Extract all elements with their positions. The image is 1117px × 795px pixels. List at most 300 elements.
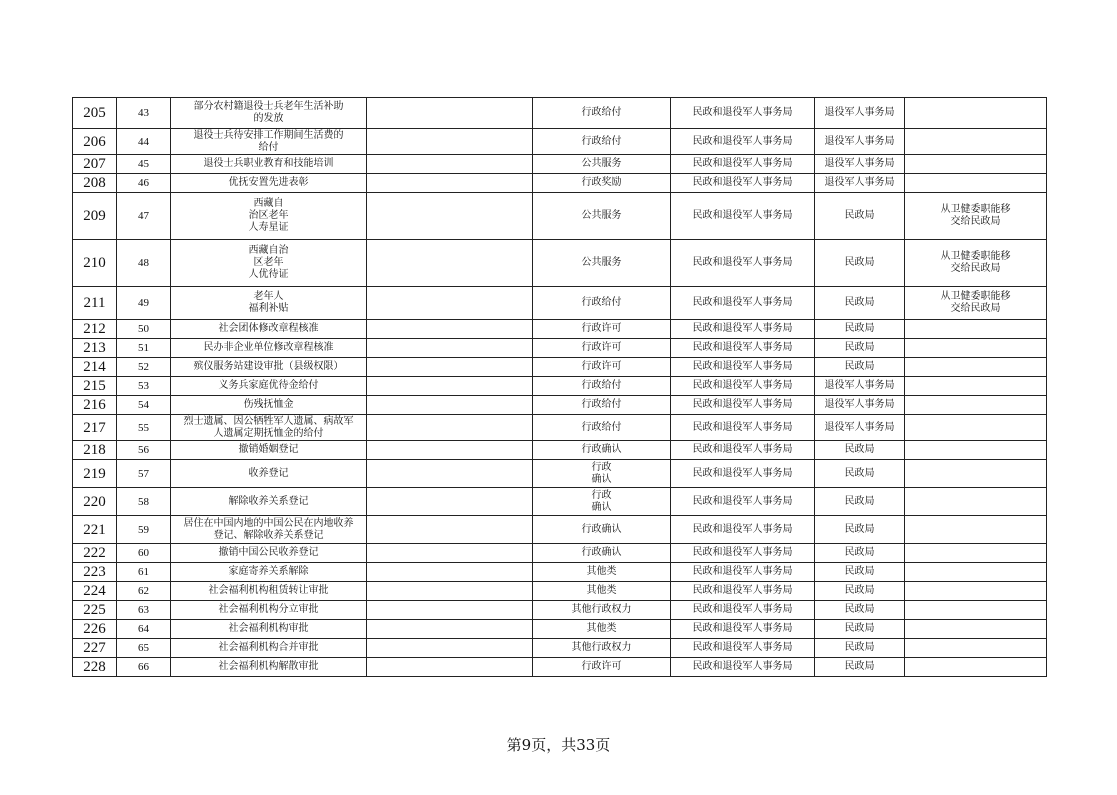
item-name-cell-text: 优抚安置先进表彰 — [228, 177, 309, 188]
row-number-cell-text: 213 — [83, 340, 106, 356]
row-number-cell — [73, 174, 117, 193]
department-cell — [671, 563, 815, 582]
sub-number-cell-text: 56 — [138, 444, 149, 456]
department-cell — [671, 358, 815, 377]
power-type-cell — [533, 320, 671, 339]
row-number-cell-text: 218 — [83, 442, 106, 458]
item-name-cell — [171, 563, 367, 582]
table-row — [73, 377, 1047, 396]
row-number-cell — [73, 658, 117, 677]
sub-department-cell — [815, 155, 905, 174]
power-type-cell — [533, 129, 671, 155]
item-name-cell-text: 解除收养关系登记 — [228, 495, 309, 507]
item-name-cell — [171, 358, 367, 377]
department-cell-text: 民政和退役军人事务局 — [692, 467, 793, 479]
row-number-cell-text: 207 — [83, 156, 106, 172]
sub-number-cell-text: 49 — [138, 297, 149, 309]
sub-department-cell-text: 民政局 — [844, 566, 875, 577]
item-name-cell-text: 家庭寄养关系解除 — [228, 566, 309, 577]
table-row — [73, 658, 1047, 677]
note-cell — [905, 639, 1047, 658]
sub-number-cell — [117, 658, 171, 677]
item-name-cell-text: 义务兵家庭优待金给付 — [218, 380, 319, 391]
item-name-cell-text: 退役士兵职业教育和技能培训 — [203, 158, 334, 169]
row-number-cell — [73, 488, 117, 516]
sub-department-cell-text: 民政局 — [844, 661, 875, 672]
department-cell-text: 民政和退役军人事务局 — [692, 642, 793, 653]
sub-department-cell-text: 民政局 — [844, 297, 875, 308]
department-cell-text: 民政和退役军人事务局 — [692, 177, 793, 188]
table-row — [73, 174, 1047, 193]
sub-number-cell — [117, 396, 171, 415]
sub-department-cell — [815, 98, 905, 129]
sub-department-cell — [815, 415, 905, 441]
sub-number-cell-text: 55 — [138, 421, 149, 434]
sub-number-cell — [117, 544, 171, 563]
department-cell-text: 民政和退役军人事务局 — [692, 107, 793, 118]
sub-department-cell — [815, 601, 905, 620]
sub-number-cell-text: 63 — [138, 604, 149, 616]
row-number-cell-text: 223 — [83, 564, 106, 580]
power-type-cell-text: 行政许可 — [581, 342, 622, 353]
department-cell-text: 民政和退役军人事务局 — [692, 297, 793, 308]
power-type-cell — [533, 98, 671, 129]
note-cell — [905, 658, 1047, 677]
table-row — [73, 98, 1047, 129]
row-number-cell — [73, 193, 117, 240]
item-name-cell — [171, 658, 367, 677]
sub-department-cell — [815, 377, 905, 396]
sub-department-cell-text: 民政局 — [844, 444, 875, 455]
sub-number-cell — [117, 155, 171, 174]
sub-department-cell-text: 民政局 — [844, 495, 875, 507]
item-name-cell-text: 西藏自治 区老年 人优待证 — [248, 245, 289, 280]
item-name-cell — [171, 620, 367, 639]
row-number-cell-text: 210 — [83, 255, 106, 271]
note-cell — [905, 441, 1047, 460]
department-cell — [671, 460, 815, 488]
item-name-cell-text: 殡仪服务站建设审批（县级权限） — [193, 361, 344, 372]
sub-department-cell-text: 民政局 — [844, 604, 875, 615]
department-cell-text: 民政和退役军人事务局 — [692, 604, 793, 615]
power-type-cell-text: 行政许可 — [581, 323, 622, 334]
row-number-cell-text: 225 — [83, 602, 106, 618]
department-cell — [671, 174, 815, 193]
sub-department-cell — [815, 320, 905, 339]
table-row — [73, 544, 1047, 563]
empty-cell — [367, 320, 533, 339]
row-number-cell-text: 212 — [83, 321, 106, 337]
department-cell — [671, 488, 815, 516]
note-cell — [905, 174, 1047, 193]
sub-number-cell-text: 47 — [138, 210, 149, 222]
row-number-cell — [73, 339, 117, 358]
row-number-cell — [73, 620, 117, 639]
item-name-cell — [171, 129, 367, 155]
sub-department-cell-text: 退役军人事务局 — [824, 380, 895, 391]
power-type-cell — [533, 358, 671, 377]
sub-number-cell — [117, 563, 171, 582]
empty-cell — [367, 582, 533, 601]
sub-department-cell — [815, 441, 905, 460]
sub-number-cell — [117, 441, 171, 460]
document-table — [72, 97, 1047, 677]
row-number-cell-text: 227 — [83, 640, 106, 656]
power-type-cell-text: 行政给付 — [581, 421, 622, 433]
empty-cell — [367, 287, 533, 320]
empty-cell — [367, 174, 533, 193]
department-cell — [671, 415, 815, 441]
department-cell-text: 民政和退役军人事务局 — [692, 158, 793, 169]
department-cell-text: 民政和退役军人事务局 — [692, 421, 793, 433]
sub-number-cell-text: 48 — [138, 257, 149, 269]
sub-number-cell — [117, 193, 171, 240]
sub-number-cell-text: 64 — [138, 623, 149, 635]
power-type-cell — [533, 620, 671, 639]
sub-number-cell — [117, 129, 171, 155]
row-number-cell-text: 219 — [83, 465, 106, 482]
department-cell-text: 民政和退役军人事务局 — [692, 623, 793, 634]
row-number-cell — [73, 240, 117, 287]
sub-department-cell — [815, 658, 905, 677]
item-name-cell — [171, 441, 367, 460]
item-name-cell — [171, 582, 367, 601]
empty-cell — [367, 639, 533, 658]
item-name-cell-text: 社会福利机构解散审批 — [218, 661, 319, 672]
sub-number-cell — [117, 240, 171, 287]
note-cell — [905, 516, 1047, 544]
empty-cell — [367, 658, 533, 677]
power-type-cell — [533, 441, 671, 460]
note-cell — [905, 488, 1047, 516]
sub-number-cell-text: 43 — [138, 107, 149, 119]
row-number-cell-text: 217 — [83, 419, 106, 436]
power-type-cell — [533, 339, 671, 358]
sub-number-cell-text: 59 — [138, 523, 149, 536]
sub-number-cell — [117, 415, 171, 441]
power-type-cell — [533, 174, 671, 193]
sub-number-cell — [117, 287, 171, 320]
row-number-cell — [73, 544, 117, 563]
sub-number-cell — [117, 174, 171, 193]
sub-department-cell — [815, 193, 905, 240]
row-number-cell-text: 209 — [83, 208, 106, 224]
sub-department-cell — [815, 582, 905, 601]
empty-cell — [367, 358, 533, 377]
table-row — [73, 582, 1047, 601]
sub-number-cell-text: 50 — [138, 323, 149, 335]
sub-department-cell — [815, 240, 905, 287]
sub-number-cell — [117, 620, 171, 639]
item-name-cell-text: 伤残抚恤金 — [243, 399, 294, 410]
power-type-cell — [533, 193, 671, 240]
row-number-cell — [73, 98, 117, 129]
row-number-cell — [73, 582, 117, 601]
power-type-cell-text: 公共服务 — [581, 158, 622, 169]
table-row — [73, 339, 1047, 358]
sub-number-cell — [117, 339, 171, 358]
note-cell-text: 从卫健委职能移 交给民政局 — [940, 251, 1011, 274]
row-number-cell-text: 228 — [83, 659, 106, 675]
department-cell-text: 民政和退役军人事务局 — [692, 661, 793, 672]
empty-cell — [367, 155, 533, 174]
sub-department-cell — [815, 396, 905, 415]
empty-cell — [367, 377, 533, 396]
table-row — [73, 155, 1047, 174]
table-row — [73, 516, 1047, 544]
department-cell-text: 民政和退役军人事务局 — [692, 257, 793, 268]
item-name-cell — [171, 396, 367, 415]
table-row — [73, 601, 1047, 620]
sub-department-cell-text: 退役军人事务局 — [824, 135, 895, 147]
sub-department-cell — [815, 563, 905, 582]
row-number-cell-text: 215 — [83, 378, 106, 394]
empty-cell — [367, 193, 533, 240]
power-type-cell-text: 行政给付 — [581, 399, 622, 410]
note-cell — [905, 396, 1047, 415]
sub-number-cell — [117, 601, 171, 620]
sub-department-cell-text: 民政局 — [844, 210, 875, 221]
table-row — [73, 488, 1047, 516]
empty-cell — [367, 516, 533, 544]
sub-number-cell — [117, 639, 171, 658]
table-row — [73, 563, 1047, 582]
item-name-cell — [171, 377, 367, 396]
empty-cell — [367, 396, 533, 415]
department-cell — [671, 441, 815, 460]
sub-number-cell — [117, 358, 171, 377]
row-number-cell — [73, 358, 117, 377]
item-name-cell-text: 社会福利机构审批 — [228, 623, 309, 634]
power-type-cell — [533, 377, 671, 396]
power-type-cell-text: 行政 确认 — [591, 489, 612, 513]
row-number-cell — [73, 377, 117, 396]
item-name-cell — [171, 320, 367, 339]
department-cell — [671, 240, 815, 287]
power-type-cell-text: 其他类 — [586, 566, 617, 577]
note-cell — [905, 129, 1047, 155]
power-type-cell-text: 行政给付 — [581, 107, 622, 118]
sub-department-cell-text: 民政局 — [844, 523, 875, 535]
item-name-cell-text: 烈士遗属、因公牺牲军人遗属、病故军 人遗属定期抚恤金的给付 — [183, 415, 354, 439]
power-type-cell-text: 行政给付 — [581, 380, 622, 391]
department-cell-text: 民政和退役军人事务局 — [692, 323, 793, 334]
sub-department-cell-text: 退役军人事务局 — [824, 399, 895, 410]
item-name-cell — [171, 240, 367, 287]
power-type-cell-text: 行政给付 — [581, 297, 622, 308]
item-name-cell-text: 社会福利机构分立审批 — [218, 604, 319, 615]
item-name-cell-text: 部分农村籍退役士兵老年生活补助 的发放 — [193, 101, 344, 124]
item-name-cell — [171, 639, 367, 658]
power-type-cell — [533, 516, 671, 544]
power-type-cell — [533, 240, 671, 287]
sub-number-cell-text: 44 — [138, 135, 149, 148]
row-number-cell-text: 206 — [83, 133, 106, 150]
power-type-cell-text: 行政确认 — [581, 444, 622, 455]
power-type-cell-text: 行政奖励 — [581, 177, 622, 188]
power-type-cell-text: 行政确认 — [581, 547, 622, 558]
note-cell — [905, 339, 1047, 358]
sub-department-cell-text: 退役军人事务局 — [824, 107, 895, 118]
sub-number-cell-text: 57 — [138, 467, 149, 480]
department-cell — [671, 193, 815, 240]
row-number-cell — [73, 129, 117, 155]
power-type-cell-text: 行政给付 — [581, 135, 622, 147]
row-number-cell-text: 220 — [83, 493, 106, 510]
department-cell — [671, 516, 815, 544]
department-cell — [671, 582, 815, 601]
department-cell-text: 民政和退役军人事务局 — [692, 399, 793, 410]
table-body — [73, 98, 1047, 677]
item-name-cell — [171, 488, 367, 516]
table-row — [73, 193, 1047, 240]
sub-number-cell-text: 66 — [138, 661, 149, 673]
table-row — [73, 129, 1047, 155]
sub-department-cell-text: 民政局 — [844, 585, 875, 596]
department-cell — [671, 396, 815, 415]
department-cell — [671, 339, 815, 358]
sub-department-cell-text: 民政局 — [844, 361, 875, 372]
note-cell — [905, 358, 1047, 377]
item-name-cell-text: 退役士兵待安排工作期间生活费的 给付 — [193, 129, 344, 153]
department-cell — [671, 129, 815, 155]
sub-department-cell-text: 民政局 — [844, 623, 875, 634]
sub-department-cell — [815, 358, 905, 377]
note-cell-text: 从卫健委职能移 交给民政局 — [940, 291, 1011, 314]
item-name-cell-text: 撤销婚姻登记 — [238, 444, 299, 455]
sub-number-cell — [117, 516, 171, 544]
power-type-cell — [533, 582, 671, 601]
empty-cell — [367, 460, 533, 488]
row-number-cell-text: 214 — [83, 359, 106, 375]
power-type-cell-text: 行政许可 — [581, 661, 622, 672]
row-number-cell-text: 205 — [83, 105, 106, 121]
item-name-cell — [171, 174, 367, 193]
table-row — [73, 358, 1047, 377]
row-number-cell — [73, 639, 117, 658]
row-number-cell — [73, 287, 117, 320]
department-cell-text: 民政和退役军人事务局 — [692, 523, 793, 535]
empty-cell — [367, 620, 533, 639]
power-type-cell — [533, 415, 671, 441]
item-name-cell-text: 社会团体修改章程核准 — [218, 323, 319, 334]
item-name-cell — [171, 339, 367, 358]
sub-number-cell — [117, 460, 171, 488]
department-cell-text: 民政和退役军人事务局 — [692, 566, 793, 577]
power-type-cell — [533, 155, 671, 174]
note-cell — [905, 415, 1047, 441]
table-row — [73, 441, 1047, 460]
department-cell-text: 民政和退役军人事务局 — [692, 380, 793, 391]
row-number-cell — [73, 601, 117, 620]
row-number-cell — [73, 516, 117, 544]
sub-number-cell — [117, 582, 171, 601]
sub-department-cell — [815, 129, 905, 155]
sub-department-cell-text: 民政局 — [844, 257, 875, 268]
power-type-cell — [533, 460, 671, 488]
sub-department-cell-text: 民政局 — [844, 342, 875, 353]
sub-number-cell-text: 61 — [138, 566, 149, 578]
sub-department-cell — [815, 516, 905, 544]
sub-number-cell — [117, 98, 171, 129]
department-cell — [671, 639, 815, 658]
power-type-cell — [533, 287, 671, 320]
department-cell — [671, 658, 815, 677]
table-row — [73, 460, 1047, 488]
item-name-cell-text: 社会福利机构租赁转让审批 — [208, 585, 329, 596]
item-name-cell — [171, 98, 367, 129]
power-type-cell-text: 其他行政权力 — [571, 604, 632, 615]
sub-department-cell — [815, 287, 905, 320]
department-cell-text: 民政和退役军人事务局 — [692, 361, 793, 372]
note-cell — [905, 320, 1047, 339]
table-row — [73, 415, 1047, 441]
empty-cell — [367, 129, 533, 155]
sub-number-cell-text: 60 — [138, 547, 149, 559]
row-number-cell-text: 224 — [83, 583, 106, 599]
empty-cell — [367, 339, 533, 358]
item-name-cell — [171, 287, 367, 320]
row-number-cell-text: 226 — [83, 621, 106, 637]
sub-department-cell — [815, 488, 905, 516]
item-name-cell — [171, 415, 367, 441]
empty-cell — [367, 544, 533, 563]
sub-number-cell — [117, 488, 171, 516]
row-number-cell-text: 221 — [83, 521, 106, 538]
power-type-cell-text: 其他类 — [586, 623, 617, 634]
department-cell — [671, 544, 815, 563]
row-number-cell — [73, 415, 117, 441]
note-cell — [905, 544, 1047, 563]
item-name-cell — [171, 193, 367, 240]
sub-department-cell — [815, 460, 905, 488]
sub-department-cell-text: 民政局 — [844, 467, 875, 479]
item-name-cell — [171, 601, 367, 620]
sub-department-cell — [815, 639, 905, 658]
power-type-cell — [533, 544, 671, 563]
department-cell-text: 民政和退役军人事务局 — [692, 210, 793, 221]
department-cell — [671, 98, 815, 129]
item-name-cell — [171, 460, 367, 488]
table-row — [73, 240, 1047, 287]
item-name-cell — [171, 544, 367, 563]
department-cell — [671, 377, 815, 396]
item-name-cell — [171, 516, 367, 544]
sub-department-cell-text: 退役军人事务局 — [824, 158, 895, 169]
empty-cell — [367, 240, 533, 287]
sub-department-cell-text: 退役军人事务局 — [824, 177, 895, 188]
row-number-cell — [73, 396, 117, 415]
sub-number-cell — [117, 377, 171, 396]
power-type-cell — [533, 488, 671, 516]
row-number-cell-text: 222 — [83, 545, 106, 561]
power-type-cell-text: 其他类 — [586, 585, 617, 596]
power-type-cell-text: 行政 确认 — [591, 461, 612, 485]
note-cell — [905, 240, 1047, 287]
sub-number-cell-text: 65 — [138, 642, 149, 654]
item-name-cell-text: 老年人 福利补贴 — [248, 291, 289, 314]
power-type-cell-text: 其他行政权力 — [571, 642, 632, 653]
department-cell — [671, 320, 815, 339]
empty-cell — [367, 415, 533, 441]
empty-cell — [367, 601, 533, 620]
table-row — [73, 320, 1047, 339]
item-name-cell-text: 撤销中国公民收养登记 — [218, 547, 319, 558]
row-number-cell-text: 216 — [83, 397, 106, 413]
empty-cell — [367, 563, 533, 582]
sub-department-cell — [815, 620, 905, 639]
note-cell — [905, 287, 1047, 320]
